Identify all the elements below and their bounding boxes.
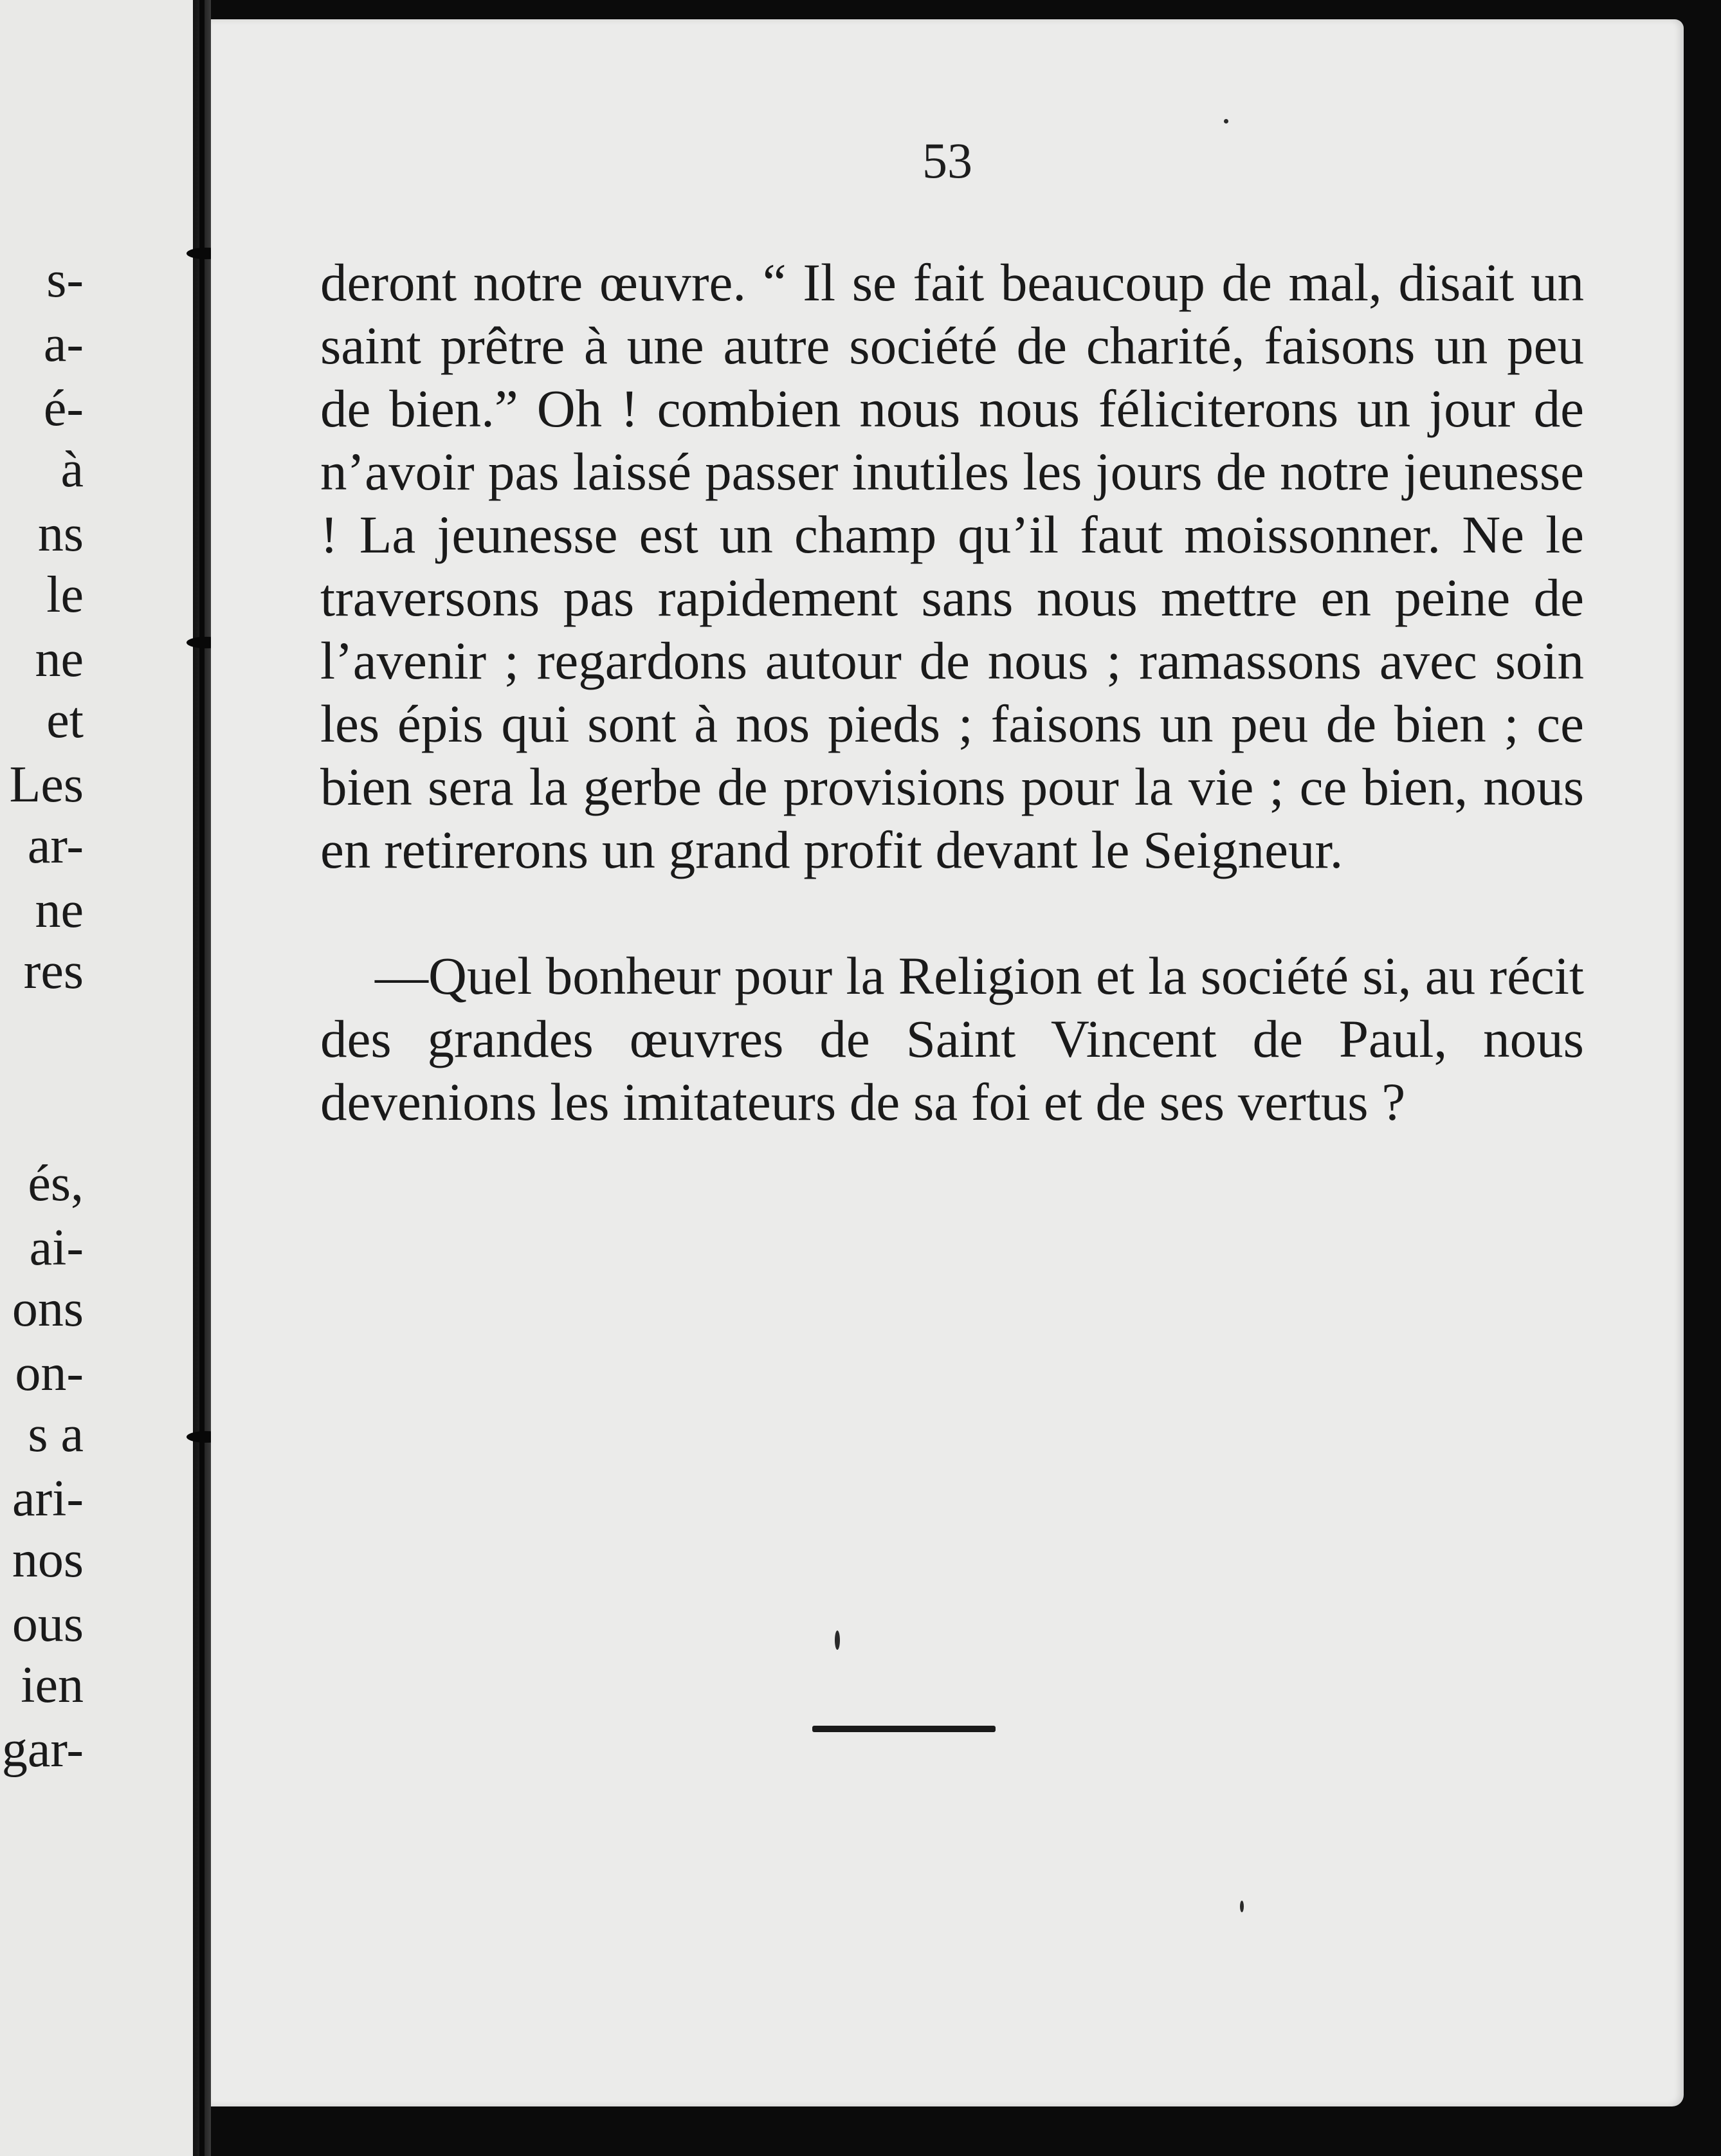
left-fragment: le: [46, 567, 84, 623]
left-fragment: ns: [37, 506, 84, 562]
book-page-right: [211, 19, 1684, 2106]
ink-speck: [1240, 1901, 1244, 1912]
body-text: [320, 251, 1584, 1133]
left-fragment: ons: [12, 1281, 84, 1337]
left-fragment: Les: [9, 756, 84, 813]
left-fragment: gar-: [1, 1721, 84, 1778]
facing-page-left: [0, 0, 193, 2156]
left-fragment: é-: [43, 380, 84, 437]
binding-line: [199, 0, 205, 2156]
paragraph: —Quel bonheur pour la Religion et la société si, au récit des grandes œuvres de Saint Vincent de Paul, nous devenions les imitateurs de sa foi et de ses vertus ?: [320, 946, 1584, 1131]
ink-speck: [835, 1631, 840, 1650]
left-fragment: a-: [43, 316, 84, 372]
left-fragment: ne: [35, 882, 84, 938]
section-rule: [812, 1726, 996, 1732]
left-fragment: ari-: [12, 1470, 84, 1527]
left-fragment: s-: [46, 251, 84, 308]
left-fragment: ien: [21, 1657, 84, 1713]
left-fragment: on-: [15, 1345, 84, 1402]
left-fragment: et: [46, 692, 84, 749]
left-fragment: s a: [28, 1406, 84, 1463]
left-fragment: ai-: [29, 1220, 84, 1276]
left-fragment: és,: [28, 1155, 84, 1212]
left-fragment: ous: [12, 1596, 84, 1652]
left-fragment: nos: [12, 1531, 84, 1588]
left-fragment: ar-: [27, 818, 84, 874]
page-number: 53: [922, 132, 972, 188]
paragraph: deront notre œuvre. “ Il se fait beaucoup de mal, disait un saint prêtre à une autre société de charité, faisons un peu de bien.” Oh ! combien nous nous féliciterons un jour de n’avoir pas laissé passer inutiles les jours de notre jeunesse ! La jeunesse est un champ qu’il faut moissonner. Ne le traversons pas rapidement sans nous mettre en peine de l’avenir ; regardons autour de nous ; ramassons avec soin les épis qui sont à nos pieds ; faisons un peu de bien ; ce bien sera la gerbe de provisions pour la vie ; ce bien, nous en retirerons un grand profit devant le Seigneur.: [320, 253, 1584, 879]
ink-speck: [1224, 119, 1228, 123]
left-fragment: res: [23, 943, 84, 1000]
left-fragment: à: [60, 441, 84, 498]
left-fragment: ne: [35, 631, 84, 688]
